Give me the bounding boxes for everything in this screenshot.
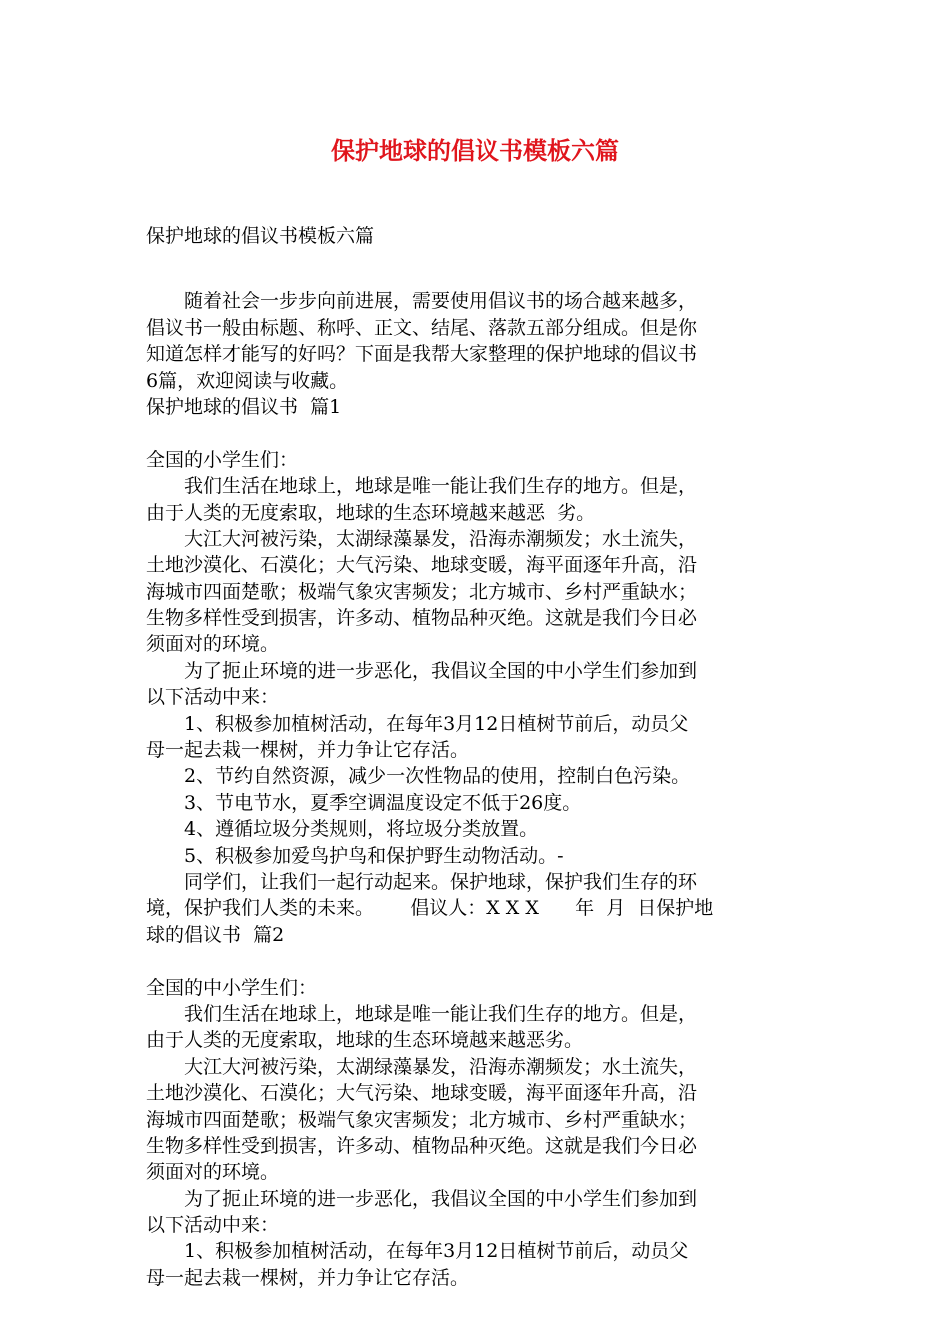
list-item-line: 母一起去栽一棵树，并力争让它存活。 (146, 1266, 470, 1289)
list-item-line: 1、积极参加植树活动，在每年3月12日植树节前后，动员父 (146, 712, 689, 735)
body-line: 以下活动中来： (146, 1214, 280, 1237)
blank-line (146, 420, 808, 446)
body-line: 大江大河被污染，太湖绿藻暴发，沿海赤潮频发；水土流失， (146, 1055, 698, 1078)
body-line: 由于人类的无度索取，地球的生态环境越来越恶劣。 (146, 1029, 584, 1052)
body-line: 生物多样性受到损害，许多动、植物品种灭绝。这就是我们今日必 (146, 1134, 698, 1157)
body-line: 土地沙漠化、石漠化；大气污染、地球变暖，海平面逐年升高，沿 (146, 554, 698, 577)
section-heading-2: 球的倡议书 篇2 (146, 923, 285, 946)
list-item-line: 4、遵循垃圾分类规则，将垃圾分类放置。 (146, 818, 539, 841)
body-line: 土地沙漠化、石漠化；大气污染、地球变暖，海平面逐年升高，沿 (146, 1082, 698, 1105)
list-item-line: 1、积极参加植树活动，在每年3月12日植树节前后，动员父 (146, 1240, 689, 1263)
body-line: 同学们，让我们一起行动起来。保护地球，保护我们生存的环 (146, 870, 698, 893)
list-item-line: 5、积极参加爱鸟护鸟和保护野生动物活动。- (146, 844, 564, 867)
body-line: 我们生活在地球上，地球是唯一能让我们生存的地方。但是， (146, 475, 698, 498)
body-line: 须面对的环境。 (146, 1161, 280, 1184)
signature-line: 境，保护我们人类的未来。 倡议人：X X X 年 月 日保护地 (146, 897, 714, 920)
body-line: 为了扼止环境的进一步恶化，我倡议全国的中小学生们参加到 (146, 659, 698, 682)
list-item-line: 母一起去栽一棵树，并力争让它存活。 (146, 739, 470, 762)
intro-line: 倡议书一般由标题、称呼、正文、结尾、落款五部分组成。但是你 (146, 316, 698, 339)
body-line: 海城市四面楚歌；极端气象灾害频发；北方城市、乡村严重缺水； (146, 580, 698, 603)
body-line: 为了扼止环境的进一步恶化，我倡议全国的中小学生们参加到 (146, 1187, 698, 1210)
body-line: 由于人类的无度索取，地球的生态环境越来越恶 劣。 (146, 501, 596, 524)
body-line: 海城市四面楚歌；极端气象灾害频发；北方城市、乡村严重缺水； (146, 1108, 698, 1131)
subtitle-line: 保护地球的倡议书模板六篇 (146, 225, 375, 247)
intro-line: 随着社会一步步向前进展，需要使用倡议书的场合越来越多， (146, 290, 698, 313)
body-line: 生物多样性受到损害，许多动、植物品种灭绝。这就是我们今日必 (146, 607, 698, 630)
list-item-line: 2、节约自然资源，减少一次性物品的使用，控制白色污染。 (146, 765, 691, 788)
salutation-line: 全国的中小学生们： (146, 976, 318, 999)
list-item-line: 3、节电节水，夏季空调温度设定不低于26度。 (146, 791, 582, 814)
document-title: 保护地球的倡议书模板六篇 (331, 137, 619, 165)
intro-line: 知道怎样才能写的好吗？下面是我帮大家整理的保护地球的倡议书 (146, 343, 698, 366)
intro-line: 6篇，欢迎阅读与收藏。 (146, 369, 349, 392)
section-heading-1: 保护地球的倡议书 篇1 (146, 395, 342, 418)
body-line: 大江大河被污染，太湖绿藻暴发，沿海赤潮频发；水土流失， (146, 527, 698, 550)
body-line: 须面对的环境。 (146, 633, 280, 656)
body-line: 以下活动中来： (146, 686, 280, 709)
blank-line (146, 948, 808, 974)
salutation-line: 全国的小学生们： (146, 448, 299, 471)
document-body (146, 223, 808, 1291)
body-line: 我们生活在地球上，地球是唯一能让我们生存的地方。但是， (146, 1002, 698, 1025)
blank-line (146, 249, 808, 288)
